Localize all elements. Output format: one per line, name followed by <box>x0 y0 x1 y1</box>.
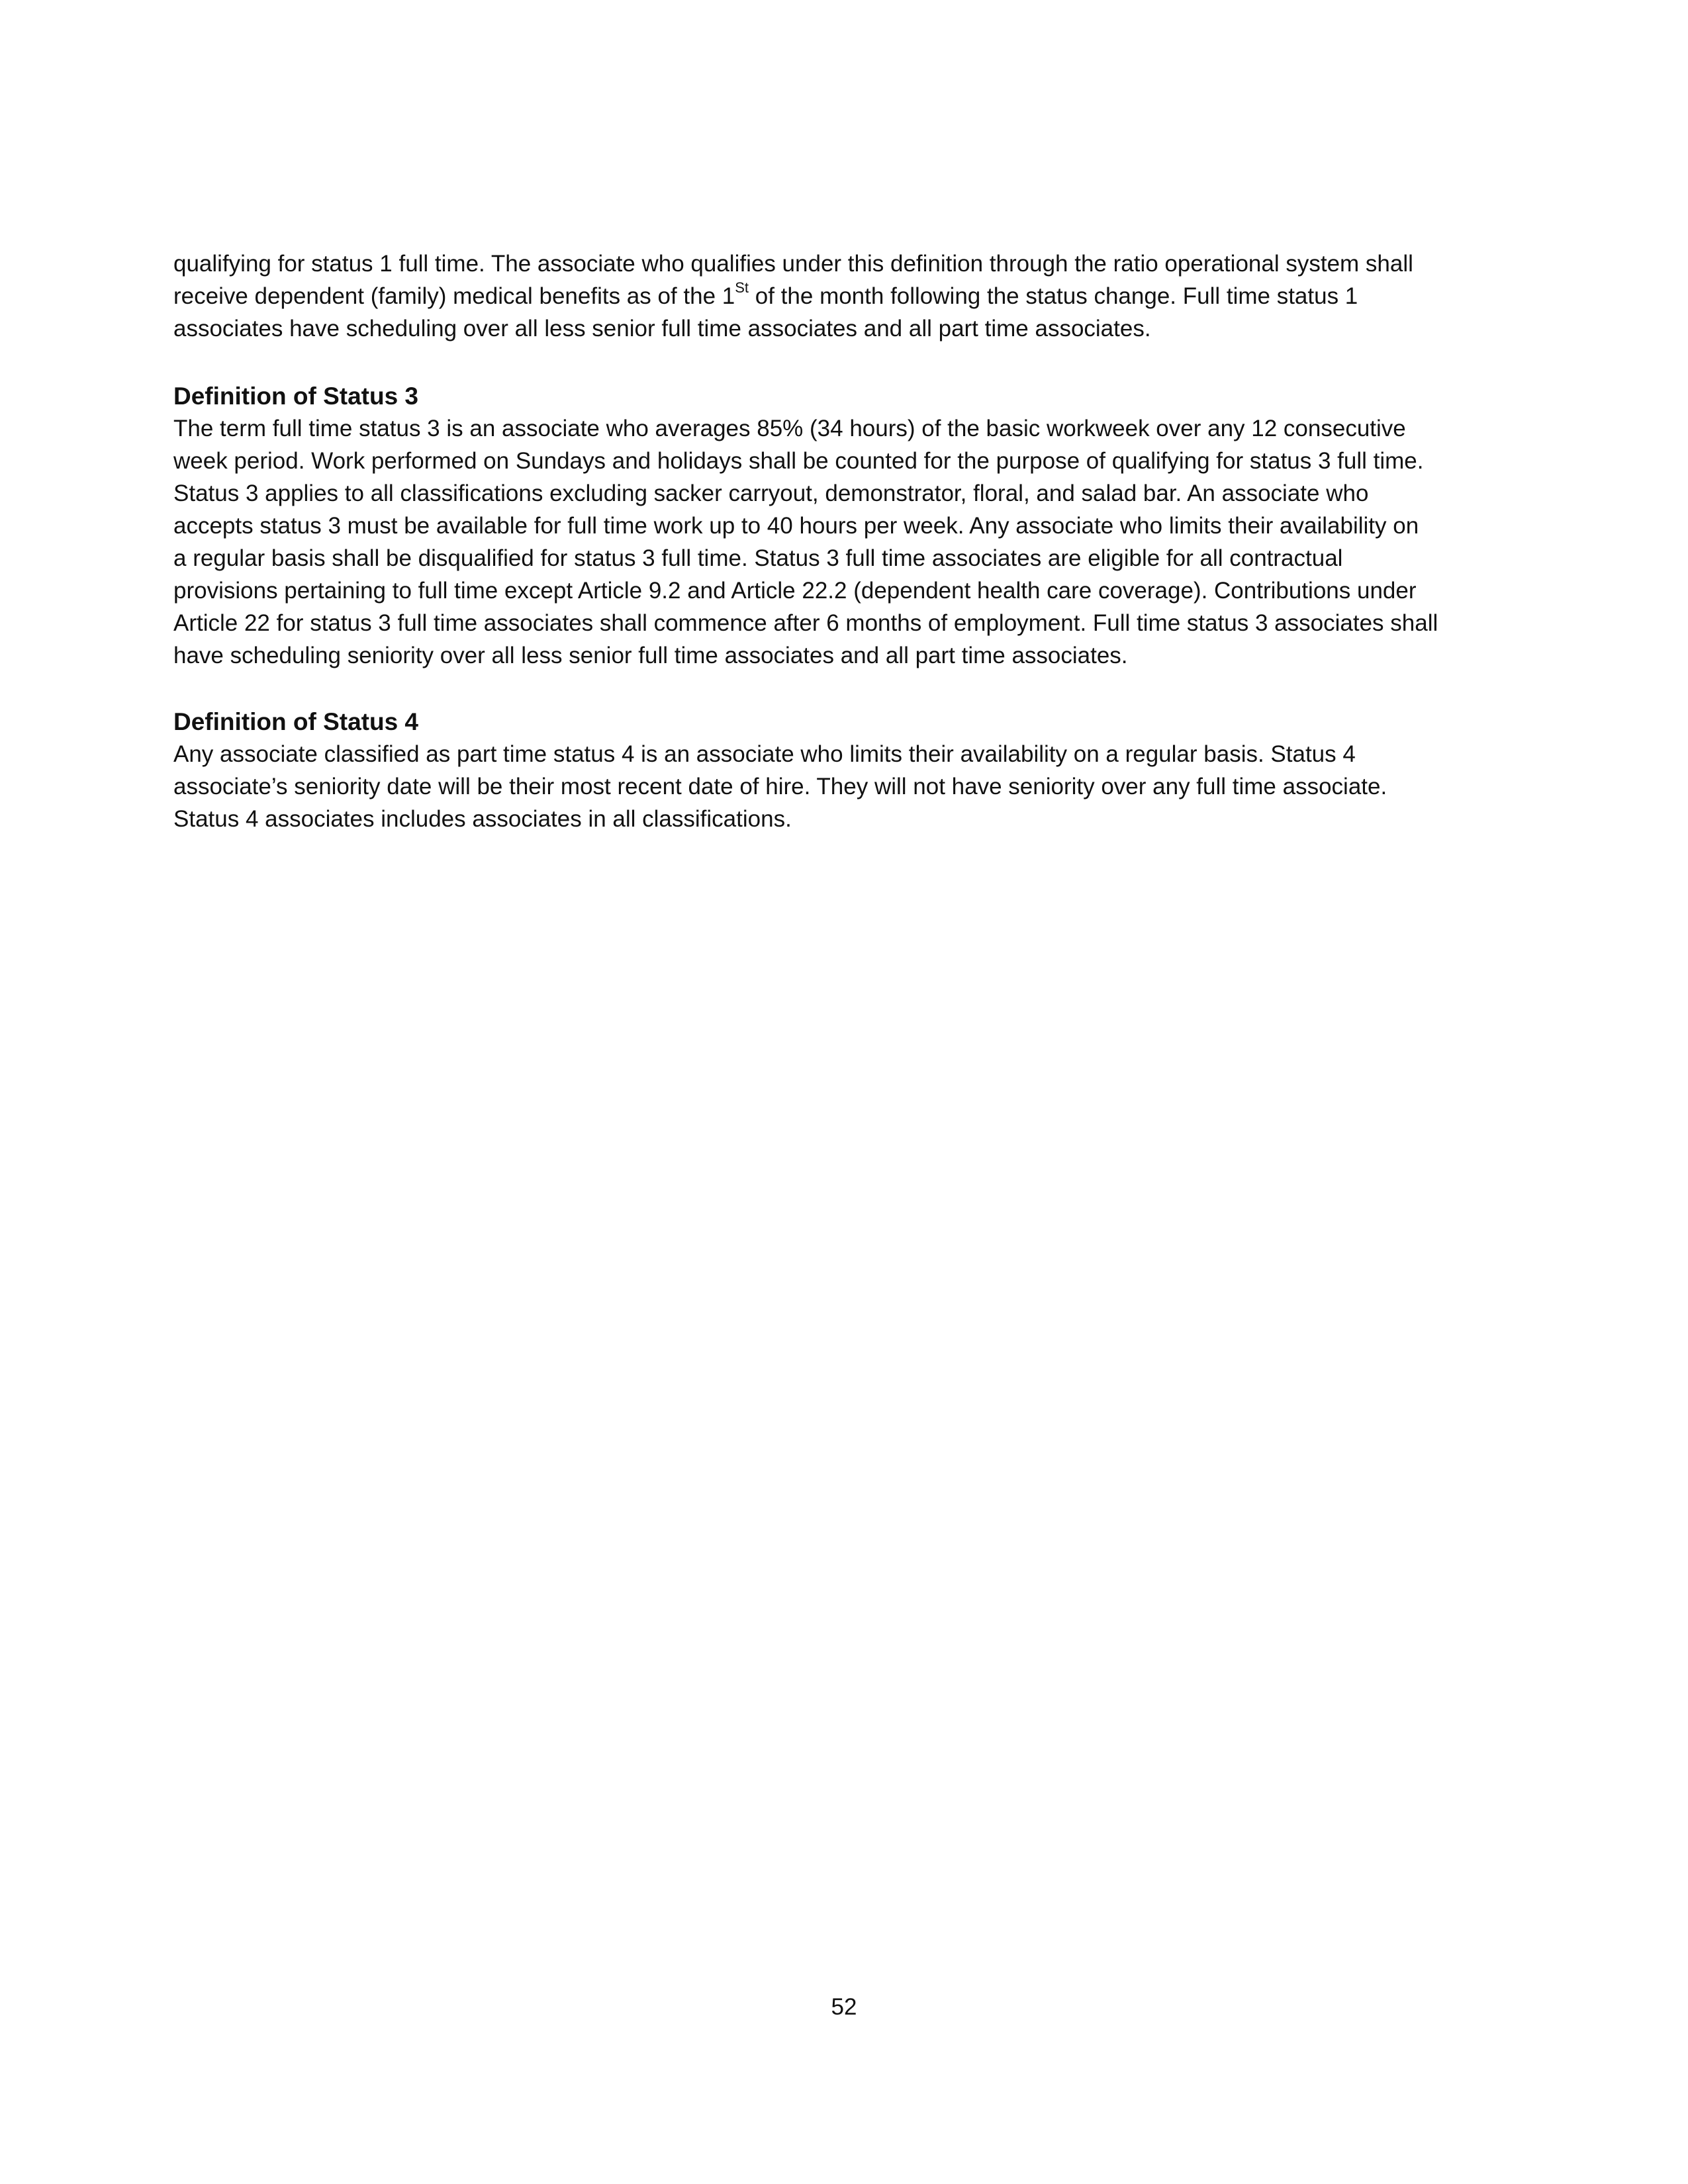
status3-line: accepts status 3 must be available for full time work up to 40 hours per week. Any associate who limits their availability on <box>173 513 1419 539</box>
intro-line-2 <box>173 280 1358 312</box>
intro-line-1: qualifying for status 1 full time. The associate who qualifies under this definition through the ratio operational system shall <box>173 251 1413 277</box>
status3-line: provisions pertaining to full time except Article 9.2 and Article 22.2 (dependent health care coverage). Contributions under <box>173 578 1417 604</box>
page-number: 52 <box>831 1994 857 2020</box>
status3-line: The term full time status 3 is an associate who averages 85% (34 hours) of the basic workweek over any 12 consecutive <box>173 416 1406 441</box>
status3-line: Article 22 for status 3 full time associates shall commence after 6 months of employment. Full time status 3 associates shall <box>173 610 1438 636</box>
status3-line: have scheduling seniority over all less senior full time associates and all part time associates. <box>173 643 1128 668</box>
status3-heading: Definition of Status 3 <box>173 383 418 410</box>
status4-heading: Definition of Status 4 <box>173 708 418 735</box>
status3-line: week period. Work performed on Sundays and holidays shall be counted for the purpose of qualifying for status 3 full time. <box>173 448 1424 474</box>
intro-line-2-before: receive dependent (family) medical benefits as of the 1 <box>173 283 735 309</box>
status3-line: Status 3 applies to all classifications excluding sacker carryout, demonstrator, floral, and salad bar. An associate who <box>173 480 1369 506</box>
status3-line: a regular basis shall be disqualified for status 3 full time. Status 3 full time associates are eligible for all contractual <box>173 545 1343 571</box>
status4-line: associate’s seniority date will be their most recent date of hire. They will not have seniority over any full time associate. <box>173 774 1387 799</box>
status4-line: Any associate classified as part time status 4 is an associate who limits their availability on a regular basis. Status 4 <box>173 741 1356 767</box>
intro-line-3: associates have scheduling over all less senior full time associates and all part time associates. <box>173 316 1151 341</box>
intro-line-2-after: of the month following the status change. Full time status 1 <box>749 283 1358 309</box>
ordinal-superscript: St <box>735 279 749 296</box>
status4-line: Status 4 associates includes associates in all classifications. <box>173 806 792 832</box>
